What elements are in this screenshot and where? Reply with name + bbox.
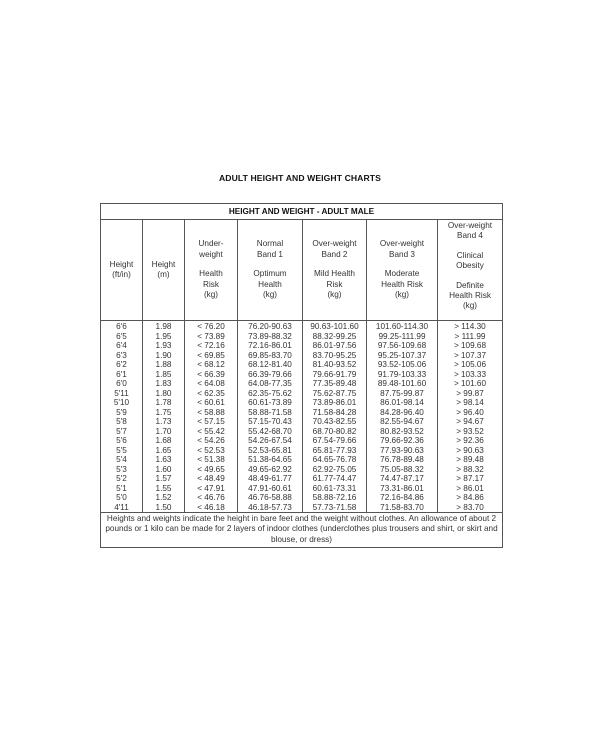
cell-normal: 69.85-83.70: [238, 351, 303, 361]
section-title-row: [101, 204, 503, 220]
header-line: Height: [109, 259, 134, 269]
cell-overweight-band4: > 94.67: [438, 417, 503, 427]
cell-height-m: 1.55: [143, 484, 185, 494]
cell-height-m: 1.90: [143, 351, 185, 361]
cell-underweight: < 62.35: [185, 389, 238, 399]
header-line: Health: [258, 279, 282, 289]
cell-overweight-band4: > 89.48: [438, 455, 503, 465]
table-row: [101, 321, 503, 332]
footer-row: [101, 513, 503, 548]
column-header-overweight-band2: [303, 220, 367, 321]
cell-overweight-band3: 84.28-96.40: [367, 408, 438, 418]
table-row: [101, 332, 503, 342]
header-line: Band 2: [321, 249, 348, 259]
cell-underweight: < 57.15: [185, 417, 238, 427]
cell-height-m: 1.65: [143, 446, 185, 456]
cell-overweight-band4: > 93.52: [438, 427, 503, 437]
cell-height-m: 1.52: [143, 493, 185, 503]
cell-normal: 47.91-60.61: [238, 484, 303, 494]
cell-normal: 46.18-57.73: [238, 503, 303, 513]
cell-overweight-band4: > 99.87: [438, 389, 503, 399]
cell-normal: 46.76-58.88: [238, 493, 303, 503]
cell-underweight: < 69.85: [185, 351, 238, 361]
cell-overweight-band3: 72.16-84.86: [367, 493, 438, 503]
cell-overweight-band2: 68.70-80.82: [303, 427, 367, 437]
cell-normal: 73.89-88.32: [238, 332, 303, 342]
cell-overweight-band2: 81.40-93.52: [303, 360, 367, 370]
table-row: [101, 408, 503, 418]
column-header-overweight-band4: [438, 220, 503, 321]
column-header-normal-band1: [238, 220, 303, 321]
cell-overweight-band4: > 83.70: [438, 503, 503, 513]
cell-overweight-band3: 76.78-89.48: [367, 455, 438, 465]
cell-underweight: < 48.49: [185, 474, 238, 484]
column-header-underweight: [185, 220, 238, 321]
cell-height-ftin: 6'3: [116, 350, 127, 360]
cell-height-ftin: 5'8: [116, 417, 127, 426]
header-line: Normal: [256, 239, 284, 249]
cell-normal: 55.42-68.70: [238, 427, 303, 437]
cell-normal: 62.35-75.62: [238, 389, 303, 399]
table-body: [101, 321, 503, 513]
cell-height-m: 1.68: [143, 436, 185, 446]
cell-overweight-band4: > 88.32: [438, 465, 503, 475]
cell-overweight-band4: > 92.36: [438, 436, 503, 446]
cell-normal: 72.16-86.01: [238, 341, 303, 351]
cell-height-m: 1.63: [143, 455, 185, 465]
cell-overweight-band4: > 111.99: [438, 332, 503, 342]
cell-height-ftin: 5'6: [116, 436, 127, 445]
cell-underweight: < 49.65: [185, 465, 238, 475]
cell-overweight-band2: 70.43-82.55: [303, 417, 367, 427]
cell-height-m: 1.80: [143, 389, 185, 399]
cell-height-m: 1.85: [143, 370, 185, 380]
header-line: Over-weight: [379, 239, 425, 249]
table-row: [101, 427, 503, 437]
cell-height-m: 1.93: [143, 341, 185, 351]
cell-normal: 51.38-64.65: [238, 455, 303, 465]
cell-underweight: < 72.16: [185, 341, 238, 351]
cell-overweight-band2: 73.89-86.01: [303, 398, 367, 408]
cell-overweight-band4: > 84.86: [438, 493, 503, 503]
column-header-row: [101, 220, 503, 321]
cell-overweight-band3: 91.79-103.33: [367, 370, 438, 380]
cell-overweight-band4: > 98.14: [438, 398, 503, 408]
header-line: (kg): [394, 290, 410, 300]
cell-underweight: < 46.76: [185, 493, 238, 503]
cell-overweight-band2: 60.61-73.31: [303, 484, 367, 494]
header-line: Band 1: [257, 249, 283, 259]
cell-height-ftin: 5'0: [116, 493, 127, 502]
cell-height-m: 1.73: [143, 417, 185, 427]
cell-underweight: < 46.18: [185, 503, 238, 513]
header-line: Risk: [203, 279, 219, 289]
height-weight-table: [100, 203, 503, 548]
cell-height-m: 1.83: [143, 379, 185, 389]
header-line: Definite: [456, 280, 484, 290]
table-row: [101, 389, 503, 399]
header-line: Obesity: [456, 261, 484, 271]
cell-normal: 76.20-90.63: [238, 321, 303, 332]
cell-normal: 58.88-71.58: [238, 408, 303, 418]
cell-height-m: 1.78: [143, 398, 185, 408]
cell-height-ftin: 6'6: [116, 322, 127, 331]
cell-overweight-band2: 79.66-91.79: [303, 370, 367, 380]
table-row: [101, 446, 503, 456]
header-line: (m): [157, 270, 170, 279]
header-line: Health Risk: [381, 279, 423, 289]
cell-underweight: < 60.61: [185, 398, 238, 408]
cell-underweight: < 47.91: [185, 484, 238, 494]
cell-overweight-band2: 88.32-99.25: [303, 332, 367, 342]
cell-height-ftin: 6'2: [116, 360, 127, 369]
cell-overweight-band2: 65.81-77.93: [303, 446, 367, 456]
table-row: [101, 474, 503, 484]
document-title: ADULT HEIGHT AND WEIGHT CHARTS: [219, 173, 381, 183]
cell-overweight-band2: 77.35-89.48: [303, 379, 367, 389]
cell-height-ftin: 5'7: [116, 426, 127, 436]
table-row: [101, 341, 503, 351]
cell-overweight-band2: 75.62-87.75: [303, 389, 367, 399]
table-row: [101, 436, 503, 446]
cell-height-m: 1.75: [143, 408, 185, 418]
cell-overweight-band2: 62.92-75.05: [303, 465, 367, 475]
header-line: Health Risk: [449, 291, 491, 301]
cell-height-ftin: 5'4: [116, 455, 127, 464]
cell-height-ftin: 5'10: [113, 398, 130, 407]
header-line: (kg): [327, 290, 342, 300]
cell-overweight-band3: 77.93-90.63: [367, 446, 438, 456]
cell-underweight: < 51.38: [185, 455, 238, 465]
cell-underweight: < 54.26: [185, 436, 238, 446]
cell-height-m: 1.57: [143, 474, 185, 484]
cell-overweight-band4: > 114.30: [438, 321, 503, 332]
header-line: Over-weight: [312, 239, 357, 249]
cell-height-ftin: 4'11: [114, 502, 129, 512]
cell-overweight-band2: 90.63-101.60: [303, 321, 367, 332]
cell-overweight-band4: > 96.40: [438, 408, 503, 418]
cell-normal: 57.15-70.43: [238, 417, 303, 427]
header-line: Height: [151, 259, 176, 269]
cell-overweight-band3: 75.05-88.32: [367, 465, 438, 475]
cell-underweight: < 66.39: [185, 370, 238, 380]
cell-overweight-band3: 86.01-98.14: [367, 398, 438, 408]
header-line: Optimum: [253, 269, 287, 279]
table-row: [101, 417, 503, 427]
cell-overweight-band2: 61.77-74.47: [303, 474, 367, 484]
cell-overweight-band4: > 105.06: [438, 360, 503, 370]
header-line: (kg): [262, 290, 278, 300]
cell-overweight-band3: 97.56-109.68: [367, 341, 438, 351]
cell-overweight-band4: > 101.60: [438, 379, 503, 389]
cell-underweight: < 52.53: [185, 446, 238, 456]
cell-overweight-band3: 87.75-99.87: [367, 389, 438, 399]
header-line: Moderate: [384, 269, 420, 279]
column-header-overweight-band3: [367, 220, 438, 321]
table-row: [101, 360, 503, 370]
cell-overweight-band4: > 86.01: [438, 484, 503, 494]
cell-overweight-band3: 93.52-105.06: [367, 360, 438, 370]
table-row: [101, 379, 503, 389]
cell-overweight-band2: 64.65-76.78: [303, 455, 367, 465]
cell-underweight: < 73.89: [185, 332, 238, 342]
table-row: [101, 493, 503, 503]
cell-height-ftin: 5'2: [116, 474, 127, 483]
cell-normal: 66.39-79.66: [238, 370, 303, 380]
cell-overweight-band4: > 109.68: [438, 341, 503, 351]
cell-overweight-band3: 101.60-114.30: [367, 321, 438, 332]
cell-height-ftin: 6'0: [116, 379, 127, 388]
cell-normal: 54.26-67.54: [238, 436, 303, 446]
header-line: (kg): [203, 290, 219, 300]
cell-overweight-band4: > 87.17: [438, 474, 503, 484]
cell-normal: 48.49-61.77: [238, 474, 303, 484]
header-line: Band 4: [457, 231, 483, 241]
cell-overweight-band3: 79.66-92.36: [367, 436, 438, 446]
cell-overweight-band3: 80.82-93.52: [367, 427, 438, 437]
table-row: [101, 484, 503, 494]
cell-overweight-band2: 83.70-95.25: [303, 351, 367, 361]
header-line: Mild Health: [314, 269, 355, 279]
cell-height-ftin: 5'3: [116, 464, 127, 474]
section-title: HEIGHT AND WEIGHT - ADULT MALE: [101, 204, 503, 220]
cell-normal: 68.12-81.40: [238, 360, 303, 370]
cell-underweight: < 58.88: [185, 408, 238, 418]
table-row: [101, 503, 503, 513]
cell-normal: 52.53-65.81: [238, 446, 303, 456]
cell-underweight: < 64.08: [185, 379, 238, 389]
cell-overweight-band2: 86.01-97.56: [303, 341, 367, 351]
header-line: Clinical: [456, 250, 484, 260]
header-line: weight: [199, 249, 223, 259]
cell-normal: 60.61-73.89: [238, 398, 303, 408]
cell-height-m: 1.95: [143, 332, 185, 342]
table-row: [101, 351, 503, 361]
cell-height-ftin: 6'1: [116, 369, 127, 379]
cell-height-ftin: 6'4: [116, 341, 127, 350]
cell-height-ftin: 5'9: [116, 407, 127, 417]
cell-overweight-band4: > 103.33: [438, 370, 503, 380]
cell-overweight-band3: 82.55-94.67: [367, 417, 438, 427]
table-row: [101, 465, 503, 475]
cell-height-m: 1.88: [143, 360, 185, 370]
table-row: [101, 370, 503, 380]
cell-height-ftin: 5'1: [116, 483, 127, 493]
cell-overweight-band4: > 107.37: [438, 351, 503, 361]
cell-height-m: 1.60: [143, 465, 185, 475]
cell-height-m: 1.70: [143, 427, 185, 437]
cell-overweight-band2: 57.73-71.58: [303, 503, 367, 513]
header-line: Risk: [326, 279, 343, 289]
header-line: Over-weight: [447, 221, 493, 230]
footer-note: Heights and weights indicate the height in bare feet and the weight without clothes. An allowance of about 2 pounds or 1 kilo can be made for 2 layers of indoor clothes (underclothes plus trousers and shirt, or skirt and blouse, or dress): [101, 513, 503, 548]
table-row: [101, 455, 503, 465]
cell-overweight-band3: 95.25-107.37: [367, 351, 438, 361]
cell-overweight-band2: 67.54-79.66: [303, 436, 367, 446]
cell-height-ftin: 5'5: [116, 445, 127, 455]
header-line: Under-: [198, 239, 224, 249]
column-header-height-ftin: [101, 220, 143, 321]
header-line: Health: [199, 269, 223, 279]
cell-overweight-band2: 58.88-72.16: [303, 493, 367, 503]
column-header-height-m: [143, 220, 185, 321]
header-line: (kg): [462, 301, 478, 311]
cell-overweight-band3: 99.25-111.99: [367, 332, 438, 342]
cell-underweight: < 68.12: [185, 360, 238, 370]
cell-overweight-band3: 89.48-101.60: [367, 379, 438, 389]
cell-height-ftin: 5'11: [114, 388, 129, 398]
table-row: [101, 398, 503, 408]
cell-overweight-band2: 71.58-84.28: [303, 408, 367, 418]
cell-overweight-band3: 74.47-87.17: [367, 474, 438, 484]
header-line: (ft/in): [112, 270, 131, 279]
cell-height-ftin: 6'5: [116, 331, 127, 341]
cell-overweight-band3: 73.31-86.01: [367, 484, 438, 494]
cell-underweight: < 76.20: [185, 321, 238, 332]
cell-overweight-band3: 71.58-83.70: [367, 503, 438, 513]
cell-underweight: < 55.42: [185, 427, 238, 437]
header-line: Band 3: [389, 249, 415, 259]
cell-normal: 49.65-62.92: [238, 465, 303, 475]
cell-height-m: 1.50: [143, 503, 185, 513]
cell-normal: 64.08-77.35: [238, 379, 303, 389]
cell-height-m: 1.98: [143, 321, 185, 332]
cell-overweight-band4: > 90.63: [438, 446, 503, 456]
